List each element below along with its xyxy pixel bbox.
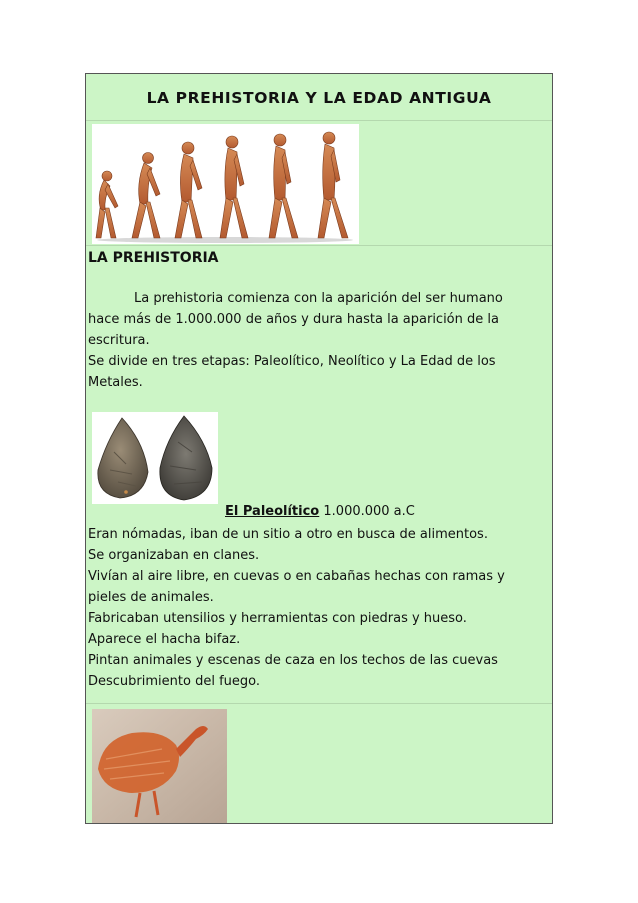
paragraph-line: Metales. [88,375,143,390]
human-evolution-icon [92,124,359,244]
intro-paragraph [88,288,550,393]
divider [86,703,552,704]
list-item: Pintan animales y escenas de caza en los techos de las cuevas [88,653,498,668]
section-title: LA PREHISTORIA [88,250,219,266]
paragraph-line: escritura. [88,333,150,348]
list-item: Descubrimiento del fuego. [88,674,260,689]
list-item: Vivían al aire libre, en cuevas o en cabañas hechas con ramas y [88,569,505,584]
list-item: Aparece el hacha bifaz. [88,632,241,647]
paragraph-line: La prehistoria comienza con la aparición del ser humano [134,291,503,306]
list-item: pieles de animales. [88,590,214,605]
paragraph-line: hace más de 1.000.000 de años y dura hasta la aparición de la [88,312,499,327]
hand-axe-icon [92,412,218,504]
page-title: LA PREHISTORIA Y LA EDAD ANTIGUA [146,89,492,107]
paleolitico-facts [88,524,550,692]
paleolitico-title: El Paleolítico [225,504,320,519]
list-item: Se organizaban en clanes. [88,548,260,563]
list-item: Eran nómadas, iban de un sitio a otro en busca de alimentos. [88,527,488,542]
document-sheet [85,73,553,824]
title-row [86,74,552,121]
paragraph-line: Se divide en tres etapas: Paleolítico, Neolítico y La Edad de los [88,354,496,369]
divider [86,245,552,246]
paleolitico-date: 1.000.000 a.C [323,504,415,519]
paleolitico-heading [225,504,415,519]
list-item: Fabricaban utensilios y herramientas con piedras y hueso. [88,611,467,626]
cave-painting-bird-icon [92,709,227,823]
